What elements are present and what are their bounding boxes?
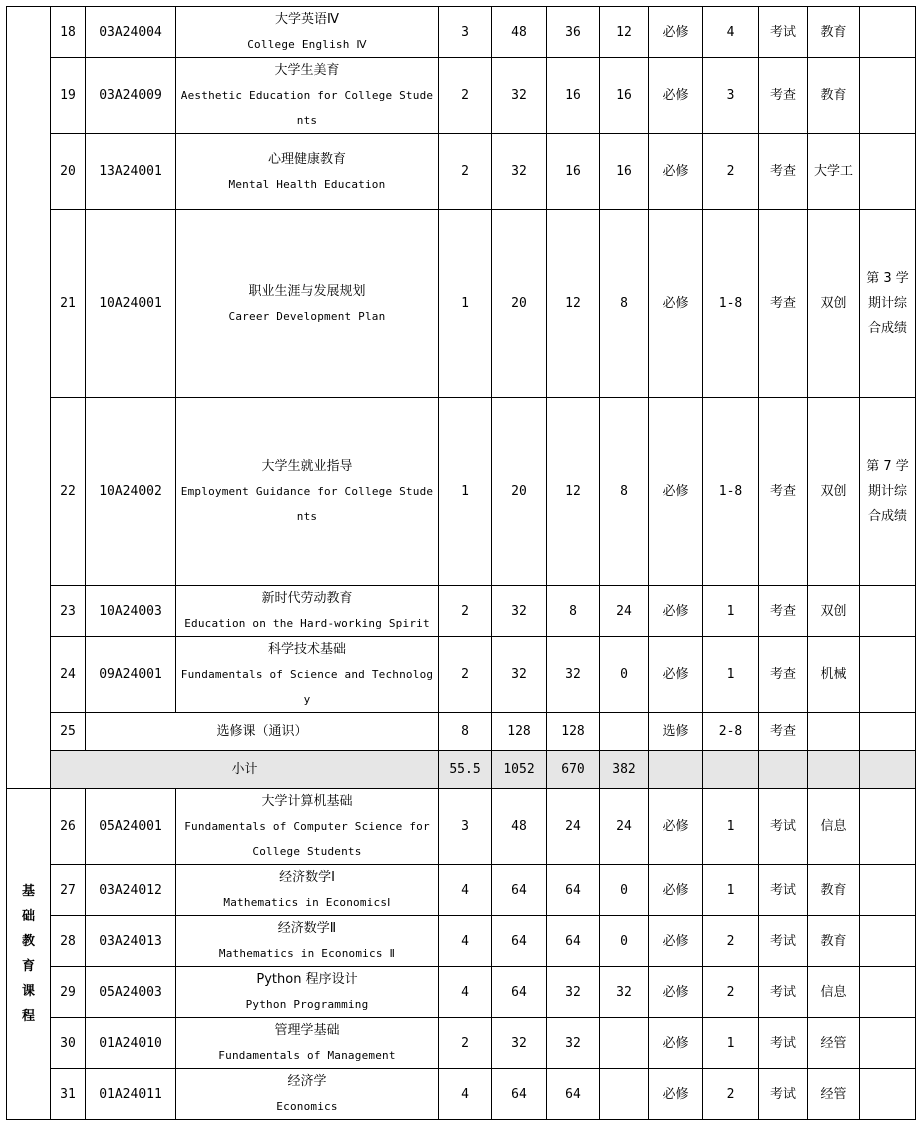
theory-hours-cell: 32 bbox=[547, 1018, 600, 1069]
course-name-cell bbox=[176, 398, 439, 586]
curriculum-table bbox=[6, 6, 916, 1120]
row-number: 22 bbox=[51, 398, 86, 586]
course-type-cell: 必修 bbox=[649, 134, 703, 210]
course-name-en: Aesthetic Education for College Students bbox=[180, 89, 434, 127]
term-cell: 1 bbox=[703, 586, 759, 637]
subtotal-empty-cell bbox=[860, 751, 916, 789]
course-name-en: Economics bbox=[276, 1100, 338, 1113]
practice-hours-cell bbox=[600, 1018, 649, 1069]
course-name-cell bbox=[176, 134, 439, 210]
total-hours-cell: 64 bbox=[492, 967, 547, 1018]
table-row bbox=[7, 967, 916, 1018]
theory-hours-cell: 64 bbox=[547, 865, 600, 916]
total-hours-cell: 128 bbox=[492, 713, 547, 751]
theory-hours-cell: 16 bbox=[547, 58, 600, 134]
note-cell bbox=[860, 1018, 916, 1069]
theory-hours-cell: 12 bbox=[547, 210, 600, 398]
term-cell: 2 bbox=[703, 967, 759, 1018]
practice-hours-cell bbox=[600, 713, 649, 751]
subtotal-theory-hours: 670 bbox=[547, 751, 600, 789]
course-name-cell bbox=[176, 865, 439, 916]
department-cell: 双创 bbox=[808, 586, 860, 637]
course-code: 03A24009 bbox=[86, 58, 176, 134]
course-type-cell: 必修 bbox=[649, 1018, 703, 1069]
practice-hours-cell: 8 bbox=[600, 210, 649, 398]
term-cell: 3 bbox=[703, 58, 759, 134]
course-name-cell bbox=[176, 1069, 439, 1120]
note-cell bbox=[860, 586, 916, 637]
practice-hours-cell: 32 bbox=[600, 967, 649, 1018]
course-name-cn: 心理健康教育 bbox=[267, 151, 346, 167]
practice-hours-cell: 24 bbox=[600, 586, 649, 637]
course-code: 13A24001 bbox=[86, 134, 176, 210]
course-name-cn: 大学生就业指导 bbox=[261, 459, 353, 474]
credit-cell: 2 bbox=[439, 1018, 492, 1069]
course-name-cn: 管理学基础 bbox=[274, 1023, 340, 1038]
course-name-en: Career Development Plan bbox=[228, 309, 386, 323]
course-type-cell: 必修 bbox=[649, 7, 703, 58]
course-code: 10A24001 bbox=[86, 210, 176, 398]
table-row bbox=[7, 7, 916, 58]
table-row bbox=[7, 789, 916, 865]
course-name-cell bbox=[176, 916, 439, 967]
credit-cell: 4 bbox=[439, 967, 492, 1018]
department-cell: 教育 bbox=[808, 865, 860, 916]
course-code: 10A24003 bbox=[86, 586, 176, 637]
assessment-cell: 考查 bbox=[759, 134, 808, 210]
course-name-cn: 经济学 bbox=[287, 1074, 327, 1089]
theory-hours-cell: 24 bbox=[547, 789, 600, 865]
row-number: 30 bbox=[51, 1018, 86, 1069]
term-cell: 1-8 bbox=[703, 398, 759, 586]
course-code: 09A24001 bbox=[86, 637, 176, 713]
course-name-cn: 新时代劳动教育 bbox=[261, 591, 353, 606]
assessment-cell: 考查 bbox=[759, 637, 808, 713]
course-name-en: Education on the Hard-working Spirit bbox=[184, 617, 430, 630]
theory-hours-cell: 64 bbox=[547, 916, 600, 967]
course-name-cell bbox=[176, 210, 439, 398]
course-name-cn: 大学生美育 bbox=[274, 63, 340, 78]
elective-name-cell: 选修课（通识） bbox=[86, 713, 439, 751]
total-hours-cell: 48 bbox=[492, 7, 547, 58]
course-type-cell: 必修 bbox=[649, 398, 703, 586]
theory-hours-cell: 8 bbox=[547, 586, 600, 637]
subtotal-practice-hours: 382 bbox=[600, 751, 649, 789]
total-hours-cell: 48 bbox=[492, 789, 547, 865]
table-row bbox=[7, 586, 916, 637]
term-cell: 4 bbox=[703, 7, 759, 58]
course-name-cell bbox=[176, 1018, 439, 1069]
credit-cell: 1 bbox=[439, 210, 492, 398]
assessment-cell: 考试 bbox=[759, 865, 808, 916]
course-name-en: Mental Health Education bbox=[228, 177, 386, 191]
row-number: 24 bbox=[51, 637, 86, 713]
subtotal-empty-cell bbox=[649, 751, 703, 789]
course-name-cn: 大学英语Ⅳ bbox=[275, 12, 339, 27]
course-name-en: Mathematics in Economics Ⅱ bbox=[218, 947, 396, 960]
note-cell bbox=[860, 637, 916, 713]
practice-hours-cell: 12 bbox=[600, 7, 649, 58]
assessment-cell: 考试 bbox=[759, 7, 808, 58]
credit-cell: 1 bbox=[439, 398, 492, 586]
course-name-cn: Python 程序设计 bbox=[256, 972, 358, 987]
practice-hours-cell: 0 bbox=[600, 865, 649, 916]
row-number: 31 bbox=[51, 1069, 86, 1120]
term-cell: 2 bbox=[703, 916, 759, 967]
assessment-cell: 考查 bbox=[759, 58, 808, 134]
theory-hours-cell: 32 bbox=[547, 637, 600, 713]
course-type-cell: 必修 bbox=[649, 865, 703, 916]
theory-hours-cell: 16 bbox=[547, 134, 600, 210]
total-hours-cell: 20 bbox=[492, 398, 547, 586]
course-type-cell: 必修 bbox=[649, 58, 703, 134]
subtotal-total-hours: 1052 bbox=[492, 751, 547, 789]
row-number: 21 bbox=[51, 210, 86, 398]
course-code: 05A24003 bbox=[86, 967, 176, 1018]
table-row bbox=[7, 398, 916, 586]
term-cell: 1 bbox=[703, 637, 759, 713]
table-row bbox=[7, 865, 916, 916]
course-type-cell: 必修 bbox=[649, 967, 703, 1018]
term-cell: 1 bbox=[703, 1018, 759, 1069]
note-cell: 第 3 学期计综合成绩 bbox=[860, 210, 916, 398]
course-code: 01A24011 bbox=[86, 1069, 176, 1120]
total-hours-cell: 32 bbox=[492, 586, 547, 637]
assessment-cell: 考查 bbox=[759, 713, 808, 751]
total-hours-cell: 32 bbox=[492, 637, 547, 713]
course-name-cn: 大学计算机基础 bbox=[261, 794, 353, 809]
course-name-en: Employment Guidance for College Students bbox=[180, 485, 434, 523]
theory-hours-cell: 12 bbox=[547, 398, 600, 586]
note-cell bbox=[860, 58, 916, 134]
assessment-cell: 考试 bbox=[759, 1069, 808, 1120]
theory-hours-cell: 36 bbox=[547, 7, 600, 58]
note-cell: 第 7 学期计综合成绩 bbox=[860, 398, 916, 586]
row-number: 28 bbox=[51, 916, 86, 967]
credit-cell: 3 bbox=[439, 789, 492, 865]
course-name-en: College English Ⅳ bbox=[247, 38, 367, 51]
course-name-en: Mathematics in EconomicsⅠ bbox=[223, 896, 391, 909]
practice-hours-cell: 24 bbox=[600, 789, 649, 865]
practice-hours-cell: 0 bbox=[600, 637, 649, 713]
table-row bbox=[7, 916, 916, 967]
assessment-cell: 考试 bbox=[759, 789, 808, 865]
note-cell bbox=[860, 967, 916, 1018]
practice-hours-cell: 0 bbox=[600, 916, 649, 967]
course-name-cn: 经济数学Ⅱ bbox=[277, 921, 337, 936]
department-cell: 教育 bbox=[808, 58, 860, 134]
table-row bbox=[7, 210, 916, 398]
total-hours-cell: 20 bbox=[492, 210, 547, 398]
table-body bbox=[7, 7, 916, 1120]
course-code: 05A24001 bbox=[86, 789, 176, 865]
note-cell bbox=[860, 789, 916, 865]
department-cell: 信息 bbox=[808, 789, 860, 865]
practice-hours-cell: 8 bbox=[600, 398, 649, 586]
department-cell: 信息 bbox=[808, 967, 860, 1018]
credit-cell: 4 bbox=[439, 1069, 492, 1120]
row-number: 18 bbox=[51, 7, 86, 58]
course-name-cell bbox=[176, 58, 439, 134]
course-code: 03A24012 bbox=[86, 865, 176, 916]
credit-cell: 2 bbox=[439, 637, 492, 713]
course-name-en: Fundamentals of Science and Technology bbox=[180, 668, 434, 706]
credit-cell: 2 bbox=[439, 134, 492, 210]
course-code: 01A24010 bbox=[86, 1018, 176, 1069]
department-cell bbox=[808, 713, 860, 751]
department-cell: 教育 bbox=[808, 916, 860, 967]
row-number: 20 bbox=[51, 134, 86, 210]
course-code: 03A24004 bbox=[86, 7, 176, 58]
category-cell-top bbox=[7, 7, 51, 789]
department-cell: 教育 bbox=[808, 7, 860, 58]
note-cell bbox=[860, 7, 916, 58]
subtotal-credit: 55.5 bbox=[439, 751, 492, 789]
course-name-cn: 科学技术基础 bbox=[267, 642, 346, 657]
course-code: 10A24002 bbox=[86, 398, 176, 586]
assessment-cell: 考查 bbox=[759, 210, 808, 398]
note-cell bbox=[860, 865, 916, 916]
total-hours-cell: 32 bbox=[492, 58, 547, 134]
table-row bbox=[7, 58, 916, 134]
course-name-en: Python Programming bbox=[245, 998, 369, 1011]
credit-cell: 8 bbox=[439, 713, 492, 751]
course-type-cell: 必修 bbox=[649, 210, 703, 398]
theory-hours-cell: 128 bbox=[547, 713, 600, 751]
department-cell: 双创 bbox=[808, 210, 860, 398]
subtotal-row bbox=[7, 751, 916, 789]
term-cell: 1 bbox=[703, 789, 759, 865]
table-row bbox=[7, 1018, 916, 1069]
assessment-cell: 考试 bbox=[759, 967, 808, 1018]
credit-cell: 2 bbox=[439, 58, 492, 134]
credit-cell: 2 bbox=[439, 586, 492, 637]
course-type-cell: 必修 bbox=[649, 1069, 703, 1120]
course-name-cell bbox=[176, 789, 439, 865]
course-name-cell bbox=[176, 7, 439, 58]
category-label-text: 基 础 教 育 课 程 bbox=[21, 884, 35, 1024]
theory-hours-cell: 64 bbox=[547, 1069, 600, 1120]
total-hours-cell: 64 bbox=[492, 916, 547, 967]
practice-hours-cell: 16 bbox=[600, 58, 649, 134]
course-type-cell: 必修 bbox=[649, 637, 703, 713]
row-number: 19 bbox=[51, 58, 86, 134]
row-number: 27 bbox=[51, 865, 86, 916]
term-cell: 1 bbox=[703, 865, 759, 916]
total-hours-cell: 32 bbox=[492, 134, 547, 210]
credit-cell: 4 bbox=[439, 916, 492, 967]
note-cell bbox=[860, 916, 916, 967]
row-number: 26 bbox=[51, 789, 86, 865]
course-code: 03A24013 bbox=[86, 916, 176, 967]
course-name-cn: 经济数学Ⅰ bbox=[279, 870, 335, 885]
department-cell: 经管 bbox=[808, 1069, 860, 1120]
total-hours-cell: 64 bbox=[492, 865, 547, 916]
term-cell: 2-8 bbox=[703, 713, 759, 751]
subtotal-label: 小计 bbox=[51, 751, 439, 789]
course-name-en: Fundamentals of Computer Science for College Students bbox=[184, 820, 430, 858]
table-row-elective bbox=[7, 713, 916, 751]
table-row bbox=[7, 637, 916, 713]
assessment-cell: 考查 bbox=[759, 398, 808, 586]
subtotal-empty-cell bbox=[759, 751, 808, 789]
subtotal-empty-cell bbox=[808, 751, 860, 789]
category-label bbox=[7, 789, 51, 1120]
course-type-cell: 选修 bbox=[649, 713, 703, 751]
table-row bbox=[7, 134, 916, 210]
subtotal-empty-cell bbox=[703, 751, 759, 789]
course-type-cell: 必修 bbox=[649, 586, 703, 637]
theory-hours-cell: 32 bbox=[547, 967, 600, 1018]
course-name-cell bbox=[176, 967, 439, 1018]
note-cell bbox=[860, 713, 916, 751]
row-number: 29 bbox=[51, 967, 86, 1018]
term-cell: 1-8 bbox=[703, 210, 759, 398]
row-number: 23 bbox=[51, 586, 86, 637]
assessment-cell: 考查 bbox=[759, 586, 808, 637]
assessment-cell: 考试 bbox=[759, 916, 808, 967]
practice-hours-cell bbox=[600, 1069, 649, 1120]
credit-cell: 4 bbox=[439, 865, 492, 916]
total-hours-cell: 64 bbox=[492, 1069, 547, 1120]
practice-hours-cell: 16 bbox=[600, 134, 649, 210]
table-row bbox=[7, 1069, 916, 1120]
credit-cell: 3 bbox=[439, 7, 492, 58]
term-cell: 2 bbox=[703, 1069, 759, 1120]
department-cell: 双创 bbox=[808, 398, 860, 586]
department-cell: 经管 bbox=[808, 1018, 860, 1069]
total-hours-cell: 32 bbox=[492, 1018, 547, 1069]
assessment-cell: 考试 bbox=[759, 1018, 808, 1069]
note-cell bbox=[860, 1069, 916, 1120]
row-number: 25 bbox=[51, 713, 86, 751]
term-cell: 2 bbox=[703, 134, 759, 210]
department-cell: 机械 bbox=[808, 637, 860, 713]
course-name-en: Fundamentals of Management bbox=[218, 1049, 396, 1062]
course-name-cell bbox=[176, 586, 439, 637]
department-cell: 大学工 bbox=[808, 134, 860, 210]
course-name-cell bbox=[176, 637, 439, 713]
course-type-cell: 必修 bbox=[649, 916, 703, 967]
course-name-cn: 职业生涯与发展规划 bbox=[248, 283, 366, 299]
course-type-cell: 必修 bbox=[649, 789, 703, 865]
note-cell bbox=[860, 134, 916, 210]
